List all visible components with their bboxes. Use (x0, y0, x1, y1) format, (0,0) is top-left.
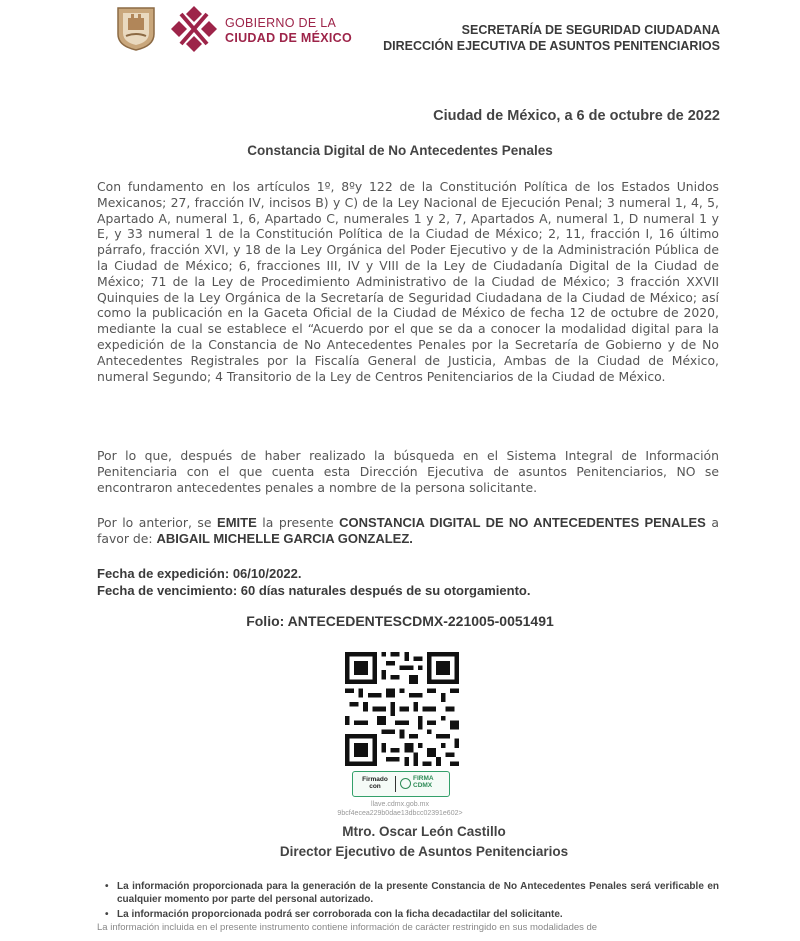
department-heading (383, 22, 720, 54)
issuance-text-c: a favor de: (97, 515, 719, 546)
issue-date: Fecha de expedición: 06/10/2022. (97, 566, 302, 581)
footnote-fingerprint: • La información proporcionada podrá ser corroborada con la ficha decadactilar del solicitante. (117, 908, 719, 921)
signature-verification (0, 800, 800, 818)
cdmx-logo-icon (171, 4, 217, 54)
letterhead (0, 0, 800, 70)
stamp-firma-text: FIRMA (413, 775, 434, 782)
footnotes (97, 880, 719, 923)
emite-keyword: EMITE (217, 515, 257, 530)
signer-position: Director Ejecutivo de Asuntos Penitenciarios (279, 844, 569, 859)
firma-cdmx-stamp (352, 771, 450, 797)
government-name (225, 16, 352, 46)
stamp-firmado-text: Firmado con (362, 776, 388, 790)
stamp-divider (395, 776, 396, 792)
stamp-firma-label (413, 775, 434, 789)
signer-block (0, 822, 800, 862)
document-title: Constancia Digital de No Antecedentes Penales (247, 143, 553, 158)
issuance-text-a: Por lo anterior, se (97, 515, 218, 530)
signer-name: Mtro. Oscar León Castillo (342, 824, 506, 839)
signature-hash: 9bcf4ecea229b0dae13dbcc02391e602> (337, 810, 463, 817)
fingerprint-icon (400, 778, 411, 789)
issuance-paragraph (97, 515, 719, 547)
government-name-line2: CIUDAD DE MÉXICO (225, 31, 353, 45)
document-date: Ciudad de México, a 6 de octubre de 2022 (433, 108, 720, 124)
signature-url: llave.cdmx.gob.mx (371, 801, 429, 808)
stamp-cdmx-text: CDMX (413, 782, 433, 789)
applicant-name: ABIGAIL MICHELLE GARCIA GONZALEZ. (156, 530, 413, 546)
search-result-paragraph: Por lo que, después de haber realizado la búsqueda en el Sistema Integral de Información Penitenciaria con el que cuenta esta Dirección Ejecutiva de asuntos Penitenciarios, NO se encontraron antecedentes penales a nombre de la persona solicitante. (97, 448, 719, 495)
qr-code-icon (345, 652, 459, 766)
city-coat-of-arms-icon (116, 6, 156, 52)
department-line2: DIRECCIÓN EJECUTIVA DE ASUNTOS PENITENCIARIOS (383, 39, 720, 53)
constancia-keyword: CONSTANCIA DIGITAL DE NO ANTECEDENTES PENALES (339, 515, 706, 530)
department-line1: SECRETARÍA DE SEGURIDAD CIUDADANA (461, 23, 720, 37)
validity-dates (97, 565, 530, 599)
footnote-verification: • La información proporcionada para la generación de la presente Constancia de No Antecedentes Penales será verificable en cualquier momento por parte del personal autorizado. (117, 880, 719, 906)
legal-basis-paragraph: Con fundamento en los artículos 1º, 8ºy 122 de la Constitución Política de los Estados Unidos Mexicanos; 27, fracción IV, incisos B) y C) de la Ley Nacional de Ejecución Penal; 3 numeral 1, 4, 5, Apartado A, numeral 1, 6, Apartado C, numerales 1 y 2, 7, Apartados A, numeral 1, D numeral 1 y E, y 33 numeral 1 de la Constitución Política de la Ciudad de México; 2, 11, fracción I, 16 último párrafo, fracción XVI, y 18 de la Ley Orgánica del Poder Ejecutivo y de la Administración Pública de la Ciudad de México; 6, fracciones III, IV y VIII de la Ley de Ciudadanía Digital de la Ciudad de México; 71 de la Ley de Procedimiento Administrativo de la Ciudad de México; 3 fracción XXVII Quinquies de la Ley Orgánica de la Secretaría de Seguridad Ciudadana de la Ciudad de México; así como la publicación en la Gaceta Oficial de la Ciudad de México de fecha 12 de octubre de 2020, mediante la cual se establece el “Acuerdo por el que se da a conocer la modalidad digital para la expedición de la Constancia de No Antecedentes Penales por la Secretaría de Gobierno y de No Antecedentes Registrales por la Fiscalía General de Justicia, Ambas de la Ciudad de México, numeral Segundo; 4 Transitorio de la Ley de Centros Penitenciarios de la Ciudad de México. (97, 179, 719, 384)
expiry-date: Fecha de vencimiento: 60 días naturales después de su otorgamiento. (97, 583, 531, 598)
folio-number: Folio: ANTECEDENTESCDMX-221005-0051491 (246, 613, 554, 629)
issuance-text-b: la presente (256, 515, 340, 530)
confidentiality-notice: La información incluida en el presente instrumento contiene información de carácter restringido en sus modalidades de (97, 922, 598, 933)
government-name-line1: GOBIERNO DE LA (225, 16, 337, 30)
